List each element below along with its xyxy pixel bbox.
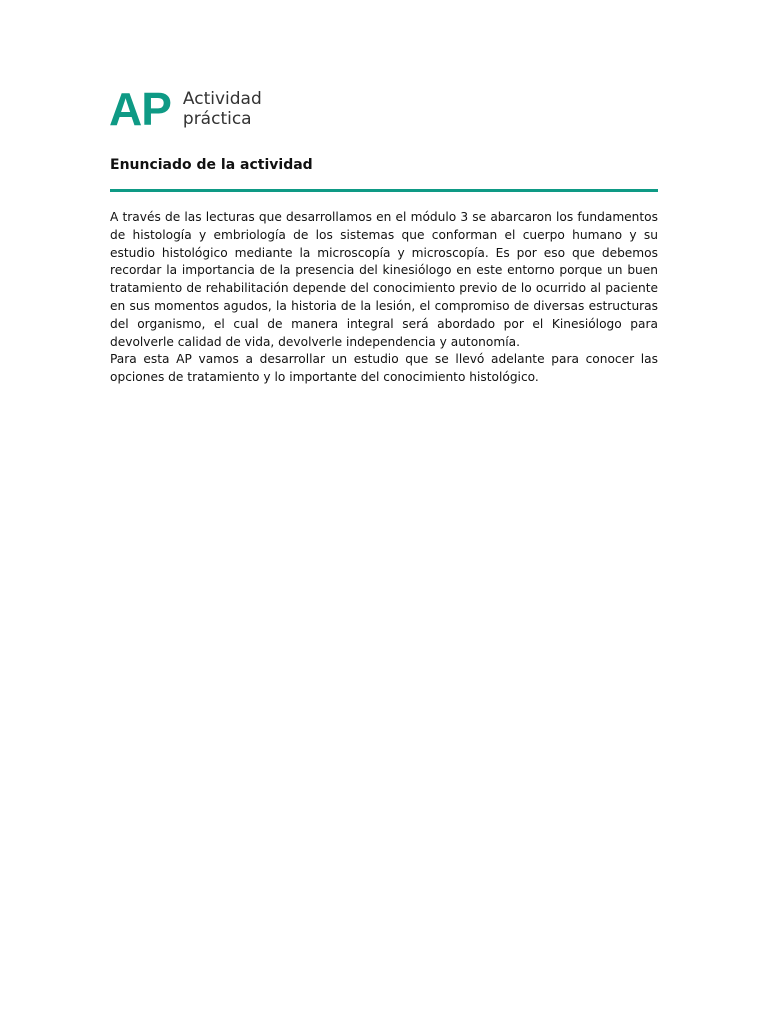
statement-paragraph-1: A través de las lecturas que desarrollamos en el módulo 3 se abarcaron los fundamentos de histología y embriología de los sistemas que conforman el cuerpo humano y su estudio histológico mediante la microscopía y microscopía. Es por eso que debemos recordar la importancia de la presencia del kinesiólogo en este entorno porque un buen tratamiento de rehabilitación depende del conocimiento previo de lo ocurrido al paciente en sus momentos agudos, la historia de la lesión, el compromiso de diversas estructuras del organismo, el cual de manera integral será abordado por el Kinesiólogo para devolverle calidad de vida, devolverle independencia y autonomía. [110,210,658,349]
statement-paragraph-2: Para esta AP vamos a desarrollar un estudio que se llevó adelante para conocer las opciones de tratamiento y lo importante del conocimiento histológico. [110,352,658,385]
section-divider [110,189,658,192]
logo-caption-line1: Actividad [182,89,262,109]
activity-statement [110,209,658,387]
logo-caption [183,89,262,129]
activity-logo [109,83,262,135]
section-title: Enunciado de la actividad [110,157,313,173]
logo-caption-line2: práctica [182,109,252,129]
logo-mark: AP [109,83,171,135]
